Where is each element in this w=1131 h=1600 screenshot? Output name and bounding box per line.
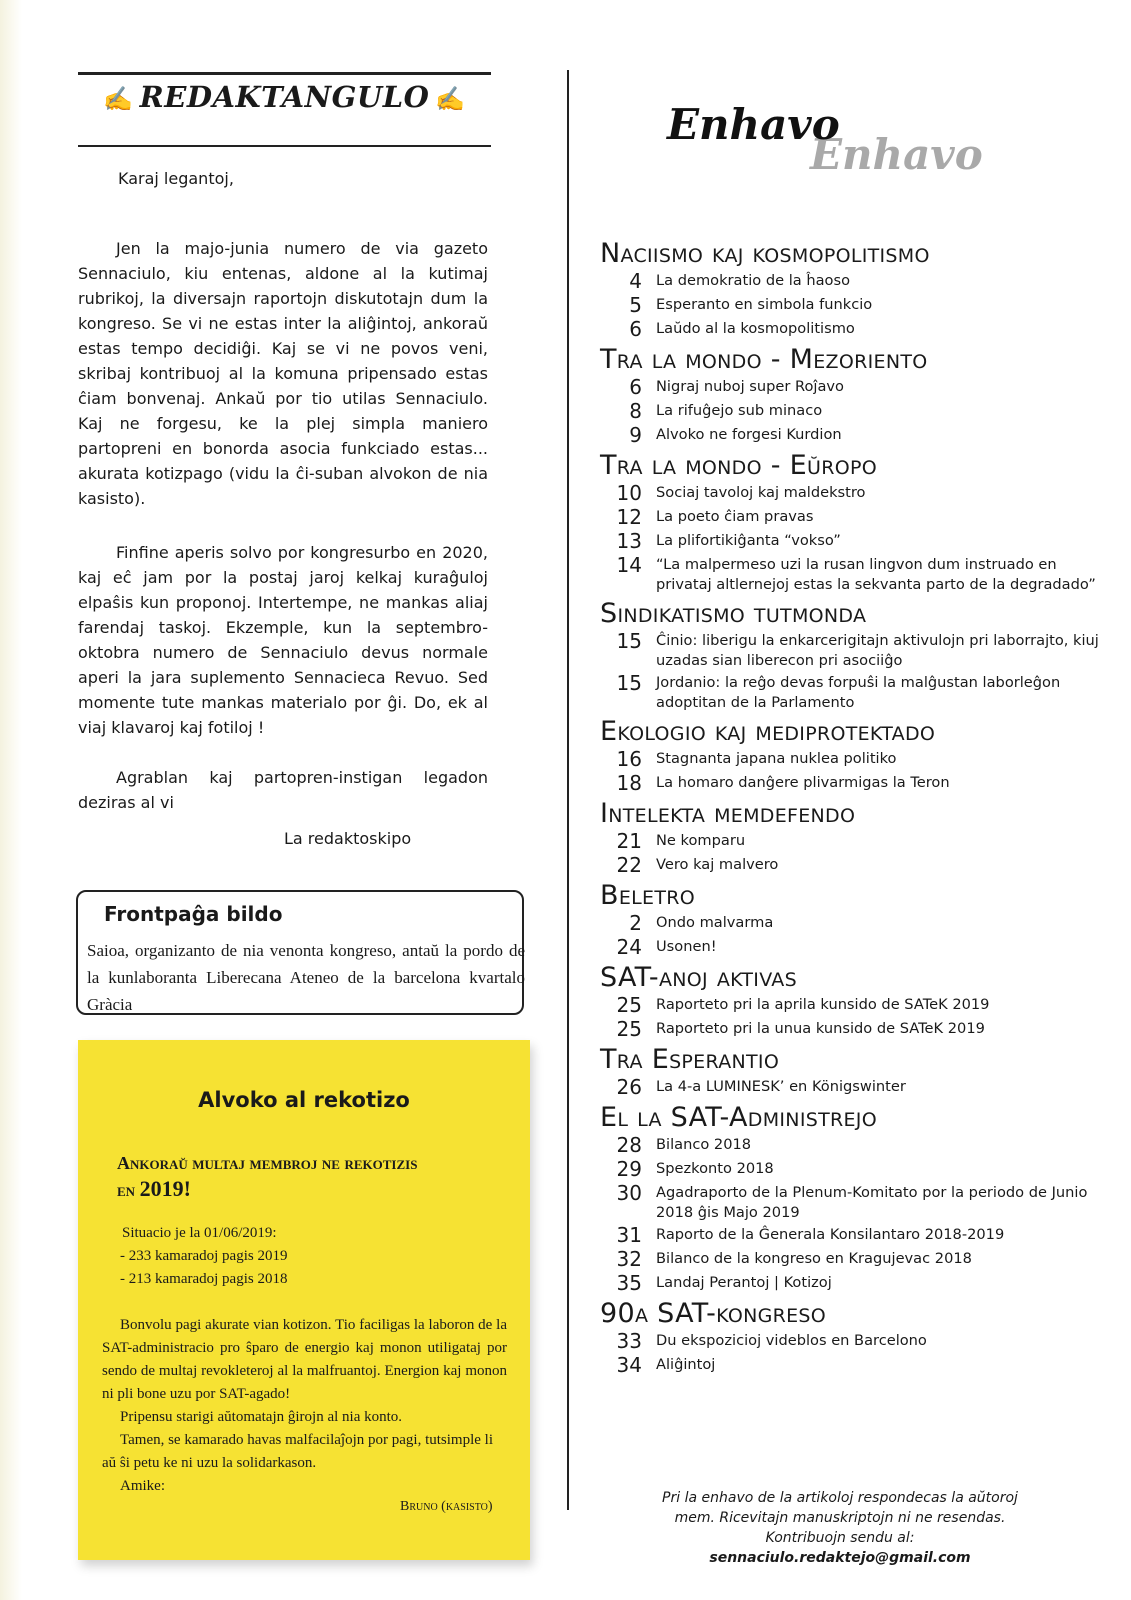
toc-entry-title: Landaj Perantoj | Kotizoj xyxy=(656,1274,832,1291)
writing-hand-icon: ✍ xyxy=(435,85,466,113)
toc-entry-title: Ondo malvarma xyxy=(656,914,774,931)
notice-headline-year: 2019! xyxy=(139,1176,191,1201)
contents-title: Enhavo xyxy=(667,100,840,149)
toc-entry xyxy=(600,671,1110,713)
toc-page-number: 26 xyxy=(616,1075,642,1099)
toc-section-title: SAT-anoj aktivas xyxy=(600,962,797,993)
notice-body xyxy=(102,1314,507,1498)
toc-entry-title: Agadraporto de la Plenum-Komitato por la periodo de Junio 2018 ĝis Majo 2019 xyxy=(656,1184,1088,1221)
toc-entry xyxy=(600,269,1110,293)
toc-entry-title: Sociaj tavoloj kaj maldekstro xyxy=(656,484,866,501)
header-rule-top xyxy=(78,72,491,75)
toc-page-number: 15 xyxy=(616,629,642,653)
footer-text: Pri la enhavo de la artikoloj respondecas la aŭtoroj mem. Ricevitajn manuskriptojn ni ne resendas. Kontribuojn sendu al: xyxy=(662,1490,1018,1546)
toc-page-number: 33 xyxy=(616,1329,642,1353)
toc-entry xyxy=(600,293,1110,317)
toc-section-title: Beletro xyxy=(600,880,695,911)
toc-page-number: 6 xyxy=(629,317,642,341)
toc-section-title: 90a SAT-kongreso xyxy=(600,1298,827,1329)
writing-hand-icon: ✍ xyxy=(103,85,134,113)
toc-section-title: Tra la mondo - Eŭropo xyxy=(600,450,877,481)
toc-entry-title: Raporteto pri la aprila kunsido de SATeK 2019 xyxy=(656,996,990,1013)
toc-entry xyxy=(600,375,1110,399)
toc-entry-title: Spezkonto 2018 xyxy=(656,1160,774,1177)
notice-headline xyxy=(117,1151,517,1203)
notice-stat: - 233 kamaradoj pagis 2019 xyxy=(120,1248,288,1264)
toc-entry xyxy=(600,1075,1110,1099)
toc-entry-title: “La malpermeso uzi la rusan lingvon dum instruado en privataj altlernejoj estas la sekvanta parto de la degradado” xyxy=(656,556,1096,593)
toc-section-title: Naciismo kaj kosmopolitismo xyxy=(600,238,930,269)
toc-entry-title: Raporto de la Ĝenerala Konsilantaro 2018-2019 xyxy=(656,1226,1005,1243)
toc-entry-title: Esperanto en simbola funkcio xyxy=(656,296,873,313)
editorial-title-text: REDAKTANGULO xyxy=(139,80,430,114)
toc-page-number: 24 xyxy=(616,935,642,959)
toc-page-number: 30 xyxy=(616,1181,642,1205)
toc-page-number: 34 xyxy=(616,1353,642,1377)
toc-entry-title: Stagnanta japana nuklea politiko xyxy=(656,750,897,767)
toc-page-number: 9 xyxy=(629,423,642,447)
editorial-title xyxy=(78,80,491,114)
toc-page-number: 6 xyxy=(629,375,642,399)
toc-entry xyxy=(600,1271,1110,1295)
toc-entry xyxy=(600,1017,1110,1041)
header-rule-bottom xyxy=(78,145,491,147)
toc-entry-title: Raporteto pri la unua kunsido de SATeK 2019 xyxy=(656,1020,985,1037)
toc-page-number: 14 xyxy=(616,553,642,577)
toc-entry-title: La 4-a LUMINESK’ en Königswinter xyxy=(656,1078,906,1095)
contents-title-shadow: Enhavo xyxy=(810,130,983,179)
footer-note xyxy=(645,1488,1035,1568)
toc-page-number: 21 xyxy=(616,829,642,853)
toc-page-number: 29 xyxy=(616,1157,642,1181)
toc-section-title: Tra Esperantio xyxy=(600,1044,780,1075)
toc-page-number: 32 xyxy=(616,1247,642,1271)
toc-entry xyxy=(600,1353,1110,1377)
toc-entry-title: Aliĝintoj xyxy=(656,1356,716,1373)
toc-entry xyxy=(600,1223,1110,1247)
cover-caption-title: Frontpaĝa bildo xyxy=(104,902,283,926)
notice-body-paragraph: Tamen, se kamarado havas malfacilaĵojn por pagi, tutsimple li aŭ ŝi petu ke ni uzu la solidarkason. xyxy=(102,1432,494,1471)
toc-entry-title: Laŭdo al la kosmopolitismo xyxy=(656,320,855,337)
notice-headline-prefix: en xyxy=(117,1180,136,1200)
toc-entry xyxy=(600,935,1110,959)
notice-signature: Bruno (kasisto) xyxy=(400,1499,493,1514)
toc-page-number: 12 xyxy=(616,505,642,529)
notice-body-paragraph: Pripensu starigi aŭtomatajn ĝirojn al nia konto. xyxy=(120,1409,403,1425)
toc-entry xyxy=(600,529,1110,553)
toc-page-number: 10 xyxy=(616,481,642,505)
cover-caption-text: Saioa, organizanto de nia venonta kongreso, antaŭ la pordo de la kunlaboranta Liberecana Ateneo de la barcelona kvartalo Gràcia xyxy=(87,941,525,1014)
toc-page-number: 31 xyxy=(616,1223,642,1247)
toc-page-number: 13 xyxy=(616,529,642,553)
toc-page-number: 8 xyxy=(629,399,642,423)
editorial-signoff: La redaktoskipo xyxy=(284,829,412,848)
toc-entry xyxy=(600,1329,1110,1353)
notice-body-paragraph: Bonvolu pagi akurate vian kotizon. Tio faciligas la laboron de la SAT-administracio pro ŝparo de energio kaj monon utiligataj por sendo de multaj revokleteroj al la malfruantoj. Energion kaj monon ni pli bone uzu por SAT-agado! xyxy=(102,1317,507,1402)
toc-entry xyxy=(600,399,1110,423)
toc-entry-title: Alvoko ne forgesi Kurdion xyxy=(656,426,842,443)
notice-body-paragraph: Amike: xyxy=(120,1478,165,1494)
toc-section-title: Tra la mondo - Mezoriento xyxy=(600,344,928,375)
toc-entry xyxy=(600,423,1110,447)
toc-entry xyxy=(600,771,1110,795)
toc-entry-title: Du ekspozicioj videblos en Barcelono xyxy=(656,1332,927,1349)
toc-entry xyxy=(600,1181,1110,1223)
notice-title: Alvoko al rekotizo xyxy=(198,1088,410,1112)
toc-page-number: 25 xyxy=(616,1017,642,1041)
toc-entry-title: Usonen! xyxy=(656,938,717,955)
editorial-paragraph-2: Finfine aperis solvo por kongresurbo en 2020, kaj eĉ jam por la postaj jaroj kelkaj kuraĝuloj elpaŝis kun proponoj. Intertempe, ne mankas aliaj farendaj taskoj. Ekzemple, kun la septembro-oktobra numero de Sennaciulo devus normale aperi la jara suplemento Sennacieca Revuo. Sed momente tute mankas materialo por ĝi. Do, ek al viaj klavaroj kaj fotiloj ! xyxy=(78,543,488,737)
toc-page-number: 28 xyxy=(616,1133,642,1157)
salutation: Karaj legantoj, xyxy=(118,169,234,188)
toc-page-number: 15 xyxy=(616,671,642,695)
toc-entry xyxy=(600,1247,1110,1271)
footer-email[interactable]: sennaciulo.redaktejo@gmail.com xyxy=(709,1550,971,1566)
column-divider xyxy=(567,70,569,1510)
toc-entry xyxy=(600,911,1110,935)
toc-entry xyxy=(600,629,1110,671)
toc-section-title: Intelekta memdefendo xyxy=(600,798,856,829)
toc-entry xyxy=(600,317,1110,341)
toc-entry xyxy=(600,1133,1110,1157)
editorial-paragraph-1: Jen la majo-junia numero de via gazeto Sennaciulo, kiu entenas, aldone al la kutimaj rubrikoj, la diversajn raportojn diskutotajn dum la kongreso. Se vi ne estas inter la aliĝintoj, ankoraŭ estas tempo decidiĝi. Kaj se vi ne povos veni, skribaj kontribuoj al la komuna pripensado estas ĉiam bonvenaj. Ankaŭ por tio utilas Sennaciulo. Kaj ne forgesu, ke la plej simpla maniero partopreni en bonorda asocia funkciado estas... akurata kotizpago (vidu la ĉi-suban alvokon de nia kasisto). xyxy=(78,239,488,508)
toc-section-title: Sindikatismo tutmonda xyxy=(600,598,867,629)
toc-page-number: 5 xyxy=(629,293,642,317)
toc-entry-title: Nigraj nuboj super Roĵavo xyxy=(656,378,844,395)
toc-entry xyxy=(600,481,1110,505)
notice-situation: Situacio je la 01/06/2019: xyxy=(122,1225,277,1241)
editorial-paragraph-3: Agrablan kaj partopren-instigan legadon deziras al vi xyxy=(78,768,488,812)
toc-entry xyxy=(600,993,1110,1017)
toc-entry-title: Bilanco 2018 xyxy=(656,1136,752,1153)
toc-entry-title: La homaro danĝere plivarmigas la Teron xyxy=(656,774,950,791)
toc-entry xyxy=(600,853,1110,877)
notice-headline-line2 xyxy=(117,1176,517,1203)
toc-entry-title: Ĉinio: liberigu la enkarcerigitajn aktivulojn pri laborrajto, kiuj uzadas sian liberecon pri asociiĝo xyxy=(656,632,1099,669)
toc-entry-title: La rifuĝejo sub minaco xyxy=(656,402,823,419)
toc-entry-title: Ne komparu xyxy=(656,832,746,849)
toc-entry xyxy=(600,747,1110,771)
notice-stat: - 213 kamaradoj pagis 2018 xyxy=(120,1271,288,1287)
toc-entry xyxy=(600,829,1110,853)
toc-page-number: 18 xyxy=(616,771,642,795)
toc-entry-title: Jordanio: la reĝo devas forpuŝi la malĝustan laborleĝon adoptitan de la Parlamento xyxy=(656,674,1061,711)
table-of-contents xyxy=(600,235,1110,1377)
toc-page-number: 25 xyxy=(616,993,642,1017)
toc-entry-title: La plifortikiĝanta “vokso” xyxy=(656,532,841,549)
toc-page-number: 22 xyxy=(616,853,642,877)
toc-entry xyxy=(600,553,1110,595)
toc-entry-title: La poeto ĉiam pravas xyxy=(656,508,814,525)
toc-entry xyxy=(600,505,1110,529)
toc-entry xyxy=(600,1157,1110,1181)
toc-section-title: El la SAT-Administrejo xyxy=(600,1102,877,1133)
page-edge-shadow xyxy=(0,0,22,1600)
toc-section-title: Ekologio kaj mediprotektado xyxy=(600,716,936,747)
toc-entry-title: Vero kaj malvero xyxy=(656,856,779,873)
toc-page-number: 16 xyxy=(616,747,642,771)
notice-stats xyxy=(120,1245,287,1291)
toc-entry-title: La demokratio de la ĥaoso xyxy=(656,272,851,289)
toc-entry-title: Bilanco de la kongreso en Kragujevac 2018 xyxy=(656,1250,972,1267)
toc-page-number: 4 xyxy=(629,269,642,293)
notice-headline-line1: Ankoraŭ multaj membroj ne rekotizis xyxy=(117,1153,418,1173)
toc-page-number: 35 xyxy=(616,1271,642,1295)
toc-page-number: 2 xyxy=(629,911,642,935)
